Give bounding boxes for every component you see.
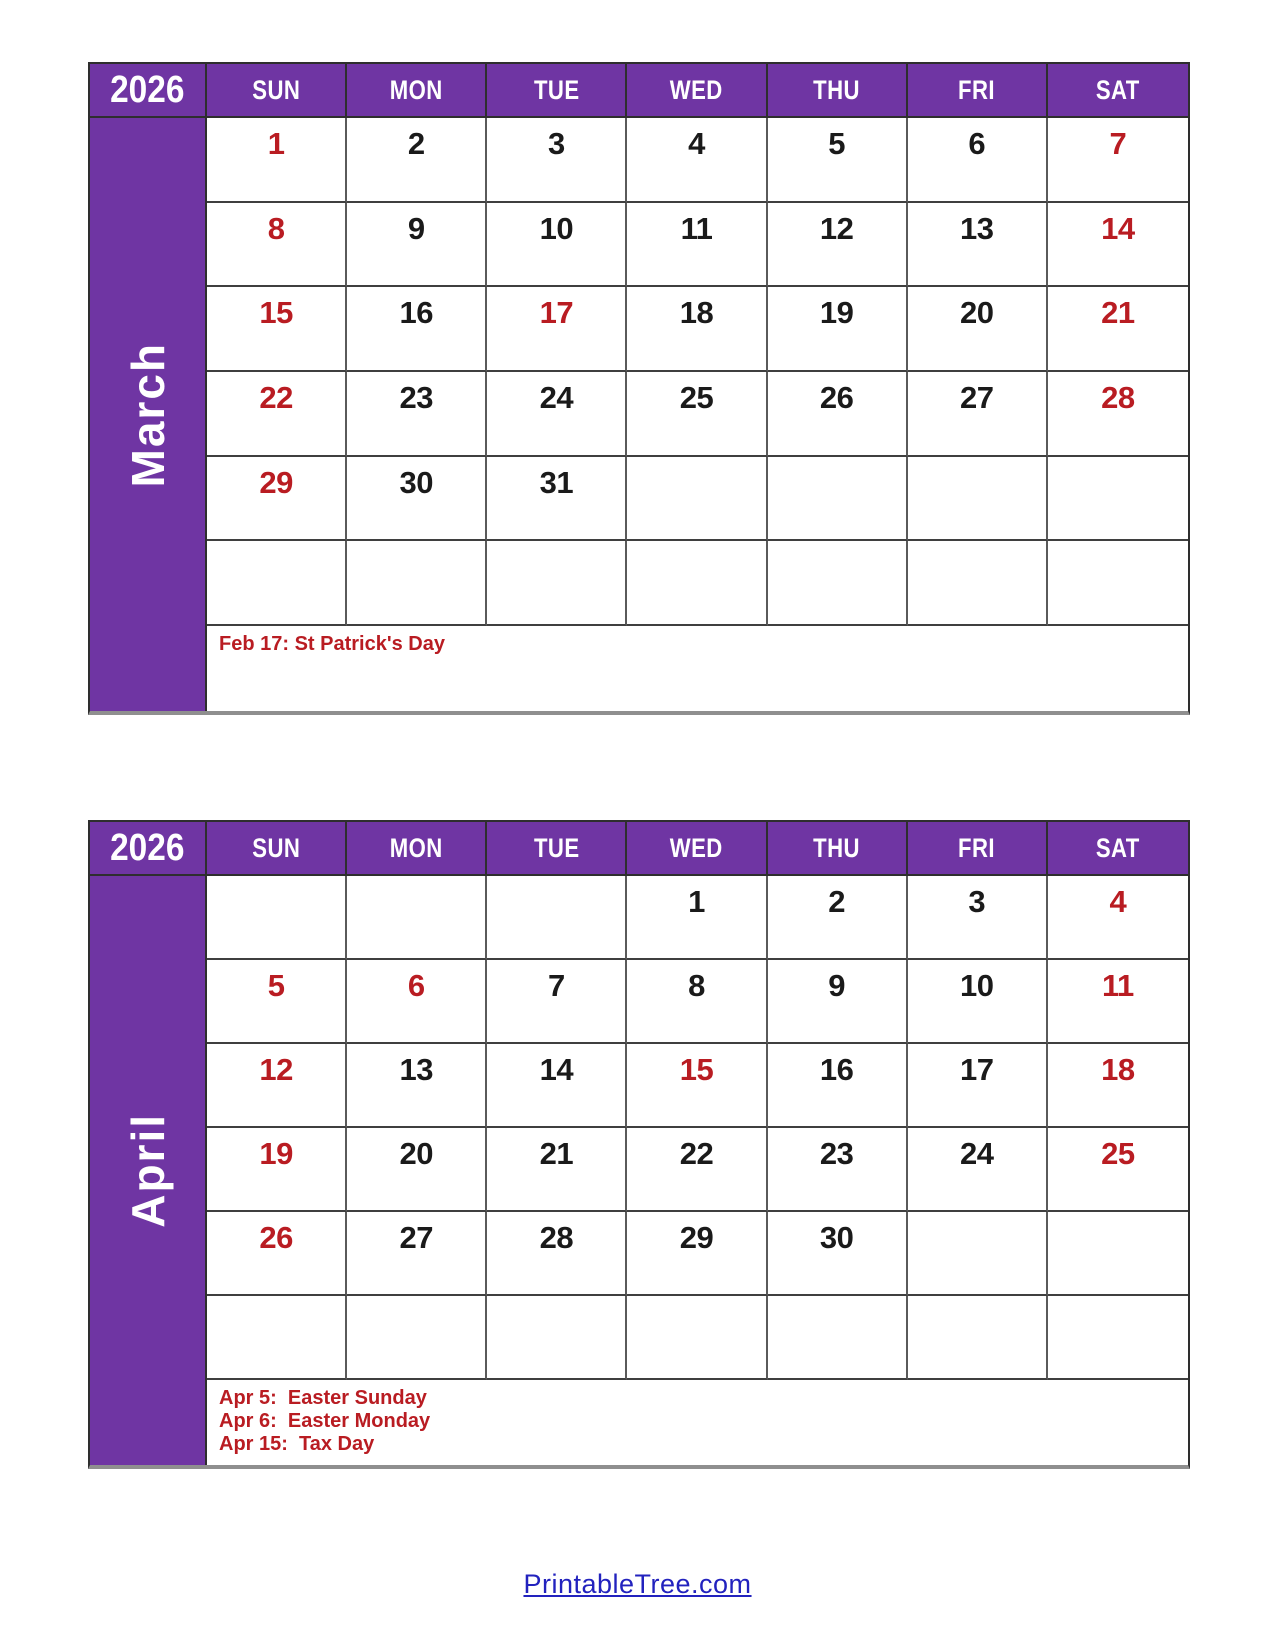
weekday-header-tue bbox=[487, 822, 627, 876]
day-cell-march-28 bbox=[1048, 372, 1188, 457]
day-number: 19 bbox=[259, 1136, 293, 1171]
day-cell-empty bbox=[768, 1296, 908, 1380]
footer bbox=[0, 1569, 1275, 1600]
day-cell-march-4 bbox=[627, 118, 767, 203]
day-cell-march-23 bbox=[347, 372, 487, 457]
day-number: 28 bbox=[1101, 379, 1135, 415]
day-cell-april-6 bbox=[347, 960, 487, 1044]
weekday-label: THU bbox=[813, 74, 860, 105]
day-number: 26 bbox=[259, 1220, 293, 1255]
day-cell-april-15 bbox=[627, 1044, 767, 1128]
month-sidebar bbox=[90, 118, 207, 711]
day-cell-march-18 bbox=[627, 287, 767, 372]
day-number: 20 bbox=[960, 295, 994, 331]
day-number: 3 bbox=[968, 884, 986, 919]
day-number: 23 bbox=[399, 379, 433, 415]
day-cell-april-28 bbox=[487, 1212, 627, 1296]
day-number: 6 bbox=[407, 968, 425, 1003]
day-number: 21 bbox=[539, 1136, 574, 1171]
day-number: 8 bbox=[688, 968, 705, 1003]
day-number: 19 bbox=[819, 295, 854, 331]
day-cell-april-23 bbox=[768, 1128, 908, 1212]
day-cell-empty bbox=[347, 541, 487, 626]
day-number: 25 bbox=[679, 379, 714, 415]
day-cell-april-16 bbox=[768, 1044, 908, 1128]
day-cell-april-18 bbox=[1048, 1044, 1188, 1128]
day-number: 5 bbox=[828, 126, 845, 161]
day-cell-march-7 bbox=[1048, 118, 1188, 203]
holiday-note: Feb 17: St Patrick's Day bbox=[219, 632, 445, 655]
day-cell-empty bbox=[347, 1296, 487, 1380]
day-cell-march-17 bbox=[487, 287, 627, 372]
day-number: 15 bbox=[259, 295, 293, 331]
day-cell-empty bbox=[768, 541, 908, 626]
weekday-header-tue bbox=[487, 64, 627, 118]
day-number: 1 bbox=[267, 126, 285, 161]
day-cell-april-3 bbox=[908, 876, 1048, 960]
day-number: 14 bbox=[1101, 210, 1135, 246]
day-number: 25 bbox=[1101, 1136, 1135, 1171]
day-cell-april-30 bbox=[768, 1212, 908, 1296]
day-number: 14 bbox=[539, 1052, 574, 1087]
day-cell-empty bbox=[487, 1296, 627, 1380]
day-cell-empty bbox=[908, 457, 1048, 542]
day-cell-april-1 bbox=[627, 876, 767, 960]
day-cell-empty bbox=[487, 876, 627, 960]
holiday-notes bbox=[207, 1380, 1188, 1465]
month-label: March bbox=[121, 341, 174, 488]
day-cell-april-22 bbox=[627, 1128, 767, 1212]
day-number: 29 bbox=[679, 1220, 714, 1255]
weekday-label: FRI bbox=[958, 74, 996, 105]
weekday-label: SUN bbox=[252, 832, 301, 863]
day-cell-march-8 bbox=[207, 203, 347, 288]
day-number: 27 bbox=[960, 379, 994, 415]
day-cell-march-27 bbox=[908, 372, 1048, 457]
day-cell-empty bbox=[347, 876, 487, 960]
day-cell-empty bbox=[627, 457, 767, 542]
day-number: 17 bbox=[539, 295, 574, 331]
day-cell-april-8 bbox=[627, 960, 767, 1044]
weekday-label: SAT bbox=[1095, 74, 1140, 105]
day-cell-april-29 bbox=[627, 1212, 767, 1296]
weekday-header-sat bbox=[1048, 822, 1188, 876]
day-cell-april-26 bbox=[207, 1212, 347, 1296]
day-cell-empty bbox=[207, 876, 347, 960]
day-number: 20 bbox=[399, 1136, 433, 1171]
day-cell-april-19 bbox=[207, 1128, 347, 1212]
holiday-note: Apr 6: Easter Monday bbox=[219, 1410, 431, 1432]
year-cell bbox=[90, 64, 207, 118]
day-cell-march-9 bbox=[347, 203, 487, 288]
weekday-label: MON bbox=[389, 832, 443, 863]
day-cell-march-24 bbox=[487, 372, 627, 457]
day-number: 13 bbox=[399, 1052, 433, 1087]
day-number: 1 bbox=[688, 884, 705, 919]
day-number: 8 bbox=[267, 210, 285, 246]
holiday-notes bbox=[207, 626, 1188, 711]
weekday-label: WED bbox=[670, 832, 723, 863]
day-cell-march-1 bbox=[207, 118, 347, 203]
day-number: 18 bbox=[1101, 1052, 1135, 1087]
day-number: 7 bbox=[547, 968, 565, 1003]
day-cell-march-26 bbox=[768, 372, 908, 457]
day-number: 13 bbox=[960, 210, 994, 246]
day-cell-march-29 bbox=[207, 457, 347, 542]
day-cell-empty bbox=[627, 541, 767, 626]
day-number: 6 bbox=[968, 126, 986, 161]
day-cell-april-27 bbox=[347, 1212, 487, 1296]
day-cell-march-22 bbox=[207, 372, 347, 457]
day-cell-empty bbox=[1048, 541, 1188, 626]
day-cell-april-9 bbox=[768, 960, 908, 1044]
day-number: 23 bbox=[819, 1136, 854, 1171]
day-cell-empty bbox=[908, 1212, 1048, 1296]
day-number: 2 bbox=[828, 884, 845, 919]
day-cell-march-12 bbox=[768, 203, 908, 288]
day-number: 22 bbox=[259, 379, 293, 415]
weekday-label: FRI bbox=[958, 832, 996, 863]
day-number: 9 bbox=[828, 968, 845, 1003]
april-2026-calendar bbox=[88, 820, 1190, 1469]
day-number: 16 bbox=[399, 295, 433, 331]
day-number: 26 bbox=[819, 379, 854, 415]
day-cell-empty bbox=[1048, 457, 1188, 542]
day-cell-april-2 bbox=[768, 876, 908, 960]
weekday-header-wed bbox=[627, 822, 767, 876]
day-cell-april-21 bbox=[487, 1128, 627, 1212]
weekday-label: SAT bbox=[1095, 832, 1140, 863]
day-cell-march-31 bbox=[487, 457, 627, 542]
weekday-header-sun bbox=[207, 64, 347, 118]
day-cell-march-10 bbox=[487, 203, 627, 288]
month-label: April bbox=[121, 1113, 174, 1228]
day-cell-march-25 bbox=[627, 372, 767, 457]
weekday-label: THU bbox=[813, 832, 860, 863]
day-number: 15 bbox=[679, 1052, 714, 1087]
weekday-header-sun bbox=[207, 822, 347, 876]
weekday-label: TUE bbox=[533, 74, 580, 105]
day-cell-april-5 bbox=[207, 960, 347, 1044]
holiday-note: Apr 5: Easter Sunday bbox=[219, 1387, 427, 1409]
day-number: 21 bbox=[1101, 295, 1135, 331]
day-number: 29 bbox=[259, 464, 293, 500]
day-number: 24 bbox=[539, 379, 574, 415]
weekday-header-mon bbox=[347, 64, 487, 118]
day-number: 12 bbox=[819, 210, 854, 246]
day-cell-empty bbox=[768, 457, 908, 542]
day-number: 7 bbox=[1109, 126, 1127, 161]
weekday-label: SUN bbox=[252, 74, 301, 105]
day-number: 27 bbox=[399, 1220, 433, 1255]
weekday-label: MON bbox=[389, 74, 443, 105]
day-cell-april-11 bbox=[1048, 960, 1188, 1044]
day-number: 16 bbox=[819, 1052, 854, 1087]
day-cell-march-14 bbox=[1048, 203, 1188, 288]
weekday-label: WED bbox=[670, 74, 723, 105]
year-label: 2026 bbox=[110, 826, 185, 869]
day-cell-april-24 bbox=[908, 1128, 1048, 1212]
day-number: 2 bbox=[407, 126, 425, 161]
month-sidebar bbox=[90, 876, 207, 1465]
day-cell-march-3 bbox=[487, 118, 627, 203]
day-cell-empty bbox=[207, 1296, 347, 1380]
day-number: 30 bbox=[399, 464, 433, 500]
day-cell-march-11 bbox=[627, 203, 767, 288]
day-cell-empty bbox=[487, 541, 627, 626]
weekday-label: TUE bbox=[533, 832, 580, 863]
weekday-header-fri bbox=[908, 822, 1048, 876]
day-cell-empty bbox=[908, 541, 1048, 626]
holiday-note: Apr 15: Tax Day bbox=[219, 1433, 375, 1455]
day-cell-april-13 bbox=[347, 1044, 487, 1128]
day-cell-empty bbox=[1048, 1296, 1188, 1380]
day-cell-april-20 bbox=[347, 1128, 487, 1212]
day-cell-april-10 bbox=[908, 960, 1048, 1044]
day-cell-march-30 bbox=[347, 457, 487, 542]
day-number: 11 bbox=[680, 210, 713, 246]
day-number: 17 bbox=[960, 1052, 994, 1087]
day-cell-empty bbox=[207, 541, 347, 626]
day-cell-april-12 bbox=[207, 1044, 347, 1128]
day-cell-empty bbox=[627, 1296, 767, 1380]
weekday-header-mon bbox=[347, 822, 487, 876]
day-cell-march-13 bbox=[908, 203, 1048, 288]
day-number: 24 bbox=[960, 1136, 994, 1171]
weekday-header-thu bbox=[768, 64, 908, 118]
day-number: 4 bbox=[688, 126, 705, 161]
day-number: 11 bbox=[1102, 968, 1134, 1003]
day-cell-empty bbox=[908, 1296, 1048, 1380]
day-cell-april-25 bbox=[1048, 1128, 1188, 1212]
day-cell-april-17 bbox=[908, 1044, 1048, 1128]
day-cell-march-6 bbox=[908, 118, 1048, 203]
day-number: 31 bbox=[539, 464, 574, 500]
day-cell-march-16 bbox=[347, 287, 487, 372]
day-number: 28 bbox=[539, 1220, 574, 1255]
day-cell-empty bbox=[1048, 1212, 1188, 1296]
day-number: 22 bbox=[679, 1136, 714, 1171]
day-cell-april-7 bbox=[487, 960, 627, 1044]
year-label: 2026 bbox=[110, 68, 185, 111]
day-cell-march-19 bbox=[768, 287, 908, 372]
weekday-header-sat bbox=[1048, 64, 1188, 118]
day-number: 18 bbox=[679, 295, 714, 331]
day-cell-march-21 bbox=[1048, 287, 1188, 372]
weekday-header-thu bbox=[768, 822, 908, 876]
day-number: 30 bbox=[819, 1220, 854, 1255]
day-cell-april-4 bbox=[1048, 876, 1188, 960]
day-cell-march-2 bbox=[347, 118, 487, 203]
day-cell-march-5 bbox=[768, 118, 908, 203]
day-cell-april-14 bbox=[487, 1044, 627, 1128]
day-number: 10 bbox=[960, 968, 994, 1003]
day-number: 5 bbox=[267, 968, 285, 1003]
day-number: 4 bbox=[1109, 884, 1127, 919]
weekday-header-wed bbox=[627, 64, 767, 118]
day-number: 10 bbox=[539, 210, 574, 246]
march-2026-calendar bbox=[88, 62, 1190, 715]
printabletree-link[interactable]: PrintableTree.com bbox=[523, 1569, 752, 1599]
day-number: 9 bbox=[407, 210, 425, 246]
day-cell-march-15 bbox=[207, 287, 347, 372]
year-cell bbox=[90, 822, 207, 876]
day-number: 3 bbox=[547, 126, 565, 161]
day-number: 12 bbox=[259, 1052, 293, 1087]
weekday-header-fri bbox=[908, 64, 1048, 118]
day-cell-march-20 bbox=[908, 287, 1048, 372]
